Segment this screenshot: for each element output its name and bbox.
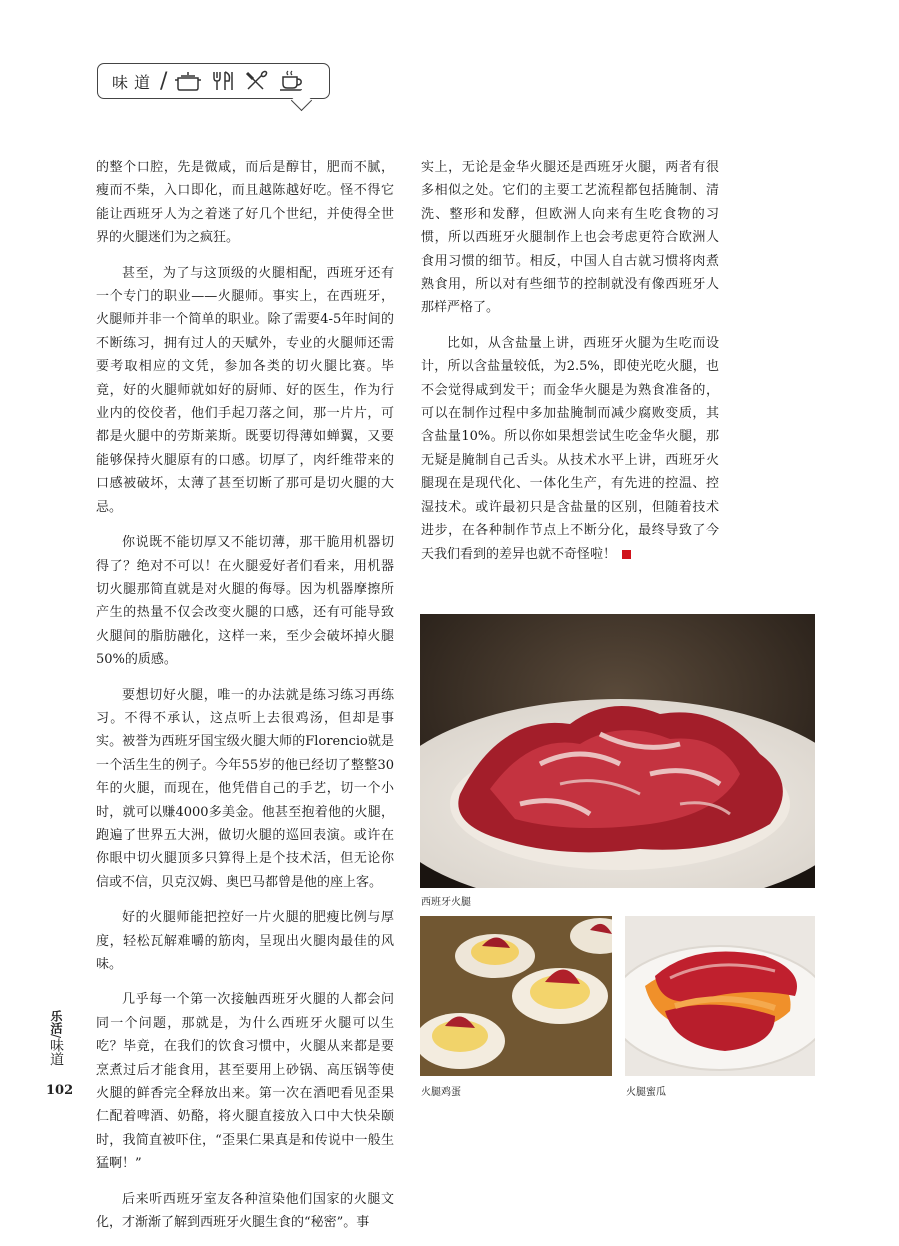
knife-spoon-icon xyxy=(245,70,269,92)
paragraph: 好的火腿师能把控好一片火腿的肥瘦比例与厚度，轻松瓦解难嚼的筋肉，呈现出火腿肉最佳的风味。 xyxy=(96,910,394,972)
section-header-tab xyxy=(97,63,330,99)
page-number: 102 xyxy=(46,1083,74,1098)
photo-ham-egg xyxy=(420,916,612,1076)
fork-icon xyxy=(211,70,235,92)
side-label-top: 乐活 xyxy=(49,1010,63,1034)
article-left-column xyxy=(96,156,394,1246)
section-title: 味道 xyxy=(112,72,157,92)
paragraph: 你说既不能切厚又不能切薄，那干脆用机器切得了？绝对不可以！在火腿爱好者们看来，用机器切火腿那简直就是对火腿的侮辱。因为机器摩擦所产生的热量不仅会改变火腿的口感，还有可能导致火腿间的脂肪融化，这样一来，至少会破坏掉火腿50%的质感。 xyxy=(96,535,394,668)
paragraph-text: 比如，从含盐量上讲，西班牙火腿为生吃而设计，所以含盐量较低，为2.5%，即使光吃火腿，也不会觉得咸到发干；而金华火腿是为熟食准备的，可以在制作过程中多加盐腌制而减少腐败变质，其含盐量10%。所以你如果想尝试生吃金华火腿，那无疑是腌制自己舌头。从技术水平上讲，西班牙火腿现在是现代化、一体化生产，有先进的控温、控湿技术。或许最初只是含盐量的区别，但随着技术进步，在各种制作节点上不断分化，最终导致了今天我们看到的差异也就不奇怪啦！ xyxy=(421,335,719,562)
caption-ham-egg: 火腿鸡蛋 xyxy=(421,1087,461,1098)
side-label-bottom: 味道 xyxy=(48,1038,64,1067)
header-icons xyxy=(175,70,305,92)
end-mark-icon xyxy=(622,550,631,559)
header-slash: / xyxy=(160,68,168,94)
caption-spanish-ham: 西班牙火腿 xyxy=(421,897,471,908)
photo-ham-melon xyxy=(625,916,815,1076)
teacup-icon xyxy=(279,70,305,92)
side-label-slash: / xyxy=(49,1034,63,1039)
paragraph: 实上，无论是金华火腿还是西班牙火腿，两者有很多相似之处。它们的主要工艺流程都包括腌制、清洗、整形和发酵，但欧洲人向来有生吃食物的习惯，所以西班牙火腿制作上也会考虑更符合欧洲人食用习惯的细节。相反，中国人自古就习惯将肉煮熟食用，所以对有些细节的控制就没有像西班牙人那样严格了。 xyxy=(421,160,719,316)
caption-ham-melon: 火腿蜜瓜 xyxy=(626,1087,666,1098)
paragraph: 后来听西班牙室友各种渲染他们国家的火腿文化，才渐渐了解到西班牙火腿生食的“秘密”。事 xyxy=(96,1191,394,1231)
article-right-column xyxy=(421,156,719,578)
cooking-pot-icon xyxy=(175,70,201,92)
paragraph: 的整个口腔，先是微咸，而后是醇甘，肥而不腻，瘦而不柴，入口即化，而且越陈越好吃。怪不得它能让西班牙人为之着迷了好几个世纪，并使得全世界的火腿迷们为之疯狂。 xyxy=(96,160,394,246)
side-section-label xyxy=(44,1010,66,1066)
paragraph: 要想切好火腿，唯一的办法就是练习练习再练习。不得不承认，这点听上去很鸡汤，但却是事实。被誉为西班牙国宝级火腿大师的Florencio就是一个活生生的例子。今年55岁的他已经切了整整30年的火腿，而现在，他凭借自己的手艺，切一个小时，就可以赚4000多美金。他甚至抱着他的火腿，跑遍了世界五大洲，做切火腿的巡回表演。或许在你眼中切火腿顶多只算得上是个技术活，但无论你信或不信，贝克汉姆、奥巴马都曾是他的座上客。 xyxy=(96,687,394,890)
photo-spanish-ham xyxy=(420,614,815,888)
paragraph: 几乎每一个第一次接触西班牙火腿的人都会问同一个问题，那就是，为什么西班牙火腿可以生吃？毕竟，在我们的饮食习惯中，火腿从来都是要烹煮过后才能食用，甚至要用上砂锅、高压锅等使火腿的鲜香完全释放出来。第一次在酒吧看见歪果仁配着啤酒、奶酪，将火腿直接放入口中大快朵颐时，我简直被吓住，“歪果仁果真是和传说中一般生猛啊！” xyxy=(96,992,394,1172)
paragraph: 甚至，为了与这顶级的火腿相配，西班牙还有一个专门的职业——火腿师。事实上，在西班牙，火腿师并非一个简单的职业。除了需要4-5年时间的不断练习，拥有过人的天赋外，专业的火腿师还需要考取相应的文凭，参加各类的切火腿比赛。毕竟，好的火腿师就如好的厨师、好的医生，作为行业内的佼佼者，他们手起刀落之间，那一片片，可都是火腿中的劳斯莱斯。既要切得薄如蝉翼，又要能够保持火腿原有的口感。切厚了，肉纤维带来的口感被破坏，太薄了甚至切断了那可是切火腿的大忌。 xyxy=(96,265,394,515)
paragraph xyxy=(421,332,719,566)
